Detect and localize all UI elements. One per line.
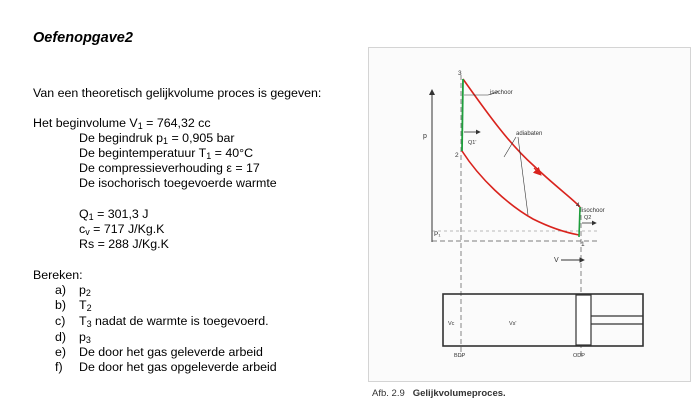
calc-title: Bereken: xyxy=(33,268,83,282)
intro-text: Van een theoretisch gelijkvolume proces is gegeven: xyxy=(33,86,322,100)
point-4-label: 4 xyxy=(576,202,580,209)
isochore-heat-in xyxy=(462,79,463,151)
question-b: b) $T_2$ xyxy=(55,298,92,313)
question-d: d) $p_3$ xyxy=(55,330,91,345)
piston xyxy=(576,295,591,345)
given-heat: De isochorisch toegevoerde warmte xyxy=(79,176,277,190)
question-e: e) De door het gas geleverde arbeid xyxy=(55,345,263,359)
given-rs: Rs = 288 J/Kg.K xyxy=(79,237,169,251)
adiabaten-leader-2 xyxy=(518,137,528,215)
point-1-label: 1 xyxy=(581,241,585,248)
cylinder-outline xyxy=(443,294,643,346)
question-f: f) De door het gas opgeleverde arbeid xyxy=(55,360,277,374)
isochore-heat-out xyxy=(579,207,580,237)
p-axis-label: p xyxy=(423,133,427,140)
odp-label: ODP xyxy=(573,353,585,359)
question-c: c) $T_3$ nadat de warmte is toegevoerd. xyxy=(55,314,269,329)
page-title: Oefenopgave2 xyxy=(33,30,133,46)
point-3-label: 3 xyxy=(458,70,462,77)
expansion-adiabat xyxy=(463,79,580,207)
pv-diagram-figure xyxy=(368,47,690,381)
q-out-label: Q2 xyxy=(584,215,592,221)
adiabaten-label: adiabaten xyxy=(516,131,543,137)
q-in-label: Q1' xyxy=(468,140,477,146)
compression-adiabat xyxy=(462,151,579,235)
given-cv: $c_v = 717$ J/Kg.K xyxy=(79,222,165,237)
given-q1: $Q_1 = 301,3$ J xyxy=(79,207,149,222)
given-p1: De begindruk $p_1 = 0,905$ bar xyxy=(79,131,235,146)
given-epsilon: De compressieverhouding ε = 17 xyxy=(79,161,260,175)
bdp-label: BDP xyxy=(454,353,466,359)
isochoor-right-label: isochoor xyxy=(582,208,605,214)
isochoor-top-label: isochoor xyxy=(490,90,513,96)
v-axis-label: V xyxy=(554,257,559,264)
cylinder-vs-label: Vs' xyxy=(509,321,517,327)
figure-caption: Afb. 2.9 Gelijkvolumeproces. xyxy=(372,388,506,399)
cylinder-vc-label: Vc xyxy=(448,321,455,327)
given-v1: Het beginvolume $V_1 = 764,32$ cc xyxy=(33,116,211,131)
p1-label: P₁ xyxy=(434,231,441,238)
point-2-label: 2 xyxy=(455,152,459,159)
given-t1: De begintemperatuur $T_1 = 40^\circ C$ xyxy=(79,146,254,161)
question-a: a) $p_2$ xyxy=(55,283,91,298)
